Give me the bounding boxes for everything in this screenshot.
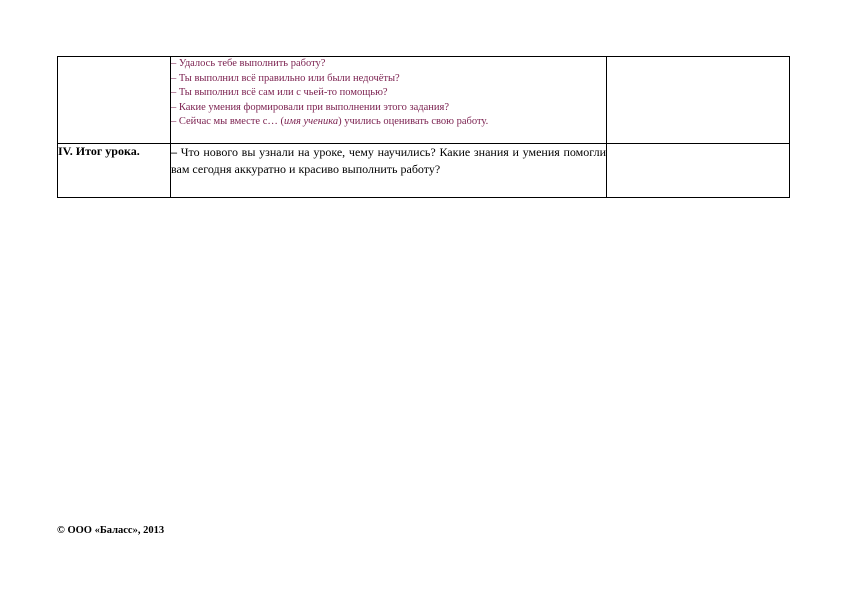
- notes-cell-empty: [607, 57, 790, 144]
- table-row: [58, 57, 790, 144]
- reflection-question: – Какие умения формировали при выполнении этого задания?: [171, 101, 450, 113]
- lesson-plan-table: [57, 56, 790, 198]
- summary-text: [171, 144, 606, 178]
- reflection-question: – Удалось тебе выполнить работу?: [171, 58, 326, 69]
- reflection-question-last: [171, 115, 606, 130]
- notes-cell-empty: [607, 144, 790, 198]
- summary-dash: –: [171, 145, 177, 159]
- summary-question: Что нового вы узнали на уроке, чему научились? Какие знания и умения помогли вам сегодня аккуратно и красиво выполнить работу?: [171, 145, 606, 176]
- copyright-footer: © ООО «Баласс», 2013: [57, 525, 165, 536]
- question-text: – Сейчас мы вместе с… (: [171, 116, 284, 128]
- summary-cell: [171, 144, 607, 198]
- reflection-questions-cell: [171, 57, 607, 144]
- stage-title: IV. Итог урока.: [58, 144, 171, 198]
- reflection-question: – Ты выполнил всё правильно или были недочёты?: [171, 72, 400, 84]
- table-row: [58, 144, 790, 198]
- question-text: ) учились оценивать свою работу.: [338, 116, 489, 128]
- reflection-question: – Ты выполнил всё сам или с чьей-то помощью?: [171, 87, 388, 99]
- student-name-placeholder: имя ученика: [284, 116, 339, 128]
- stage-cell-empty: [58, 57, 171, 144]
